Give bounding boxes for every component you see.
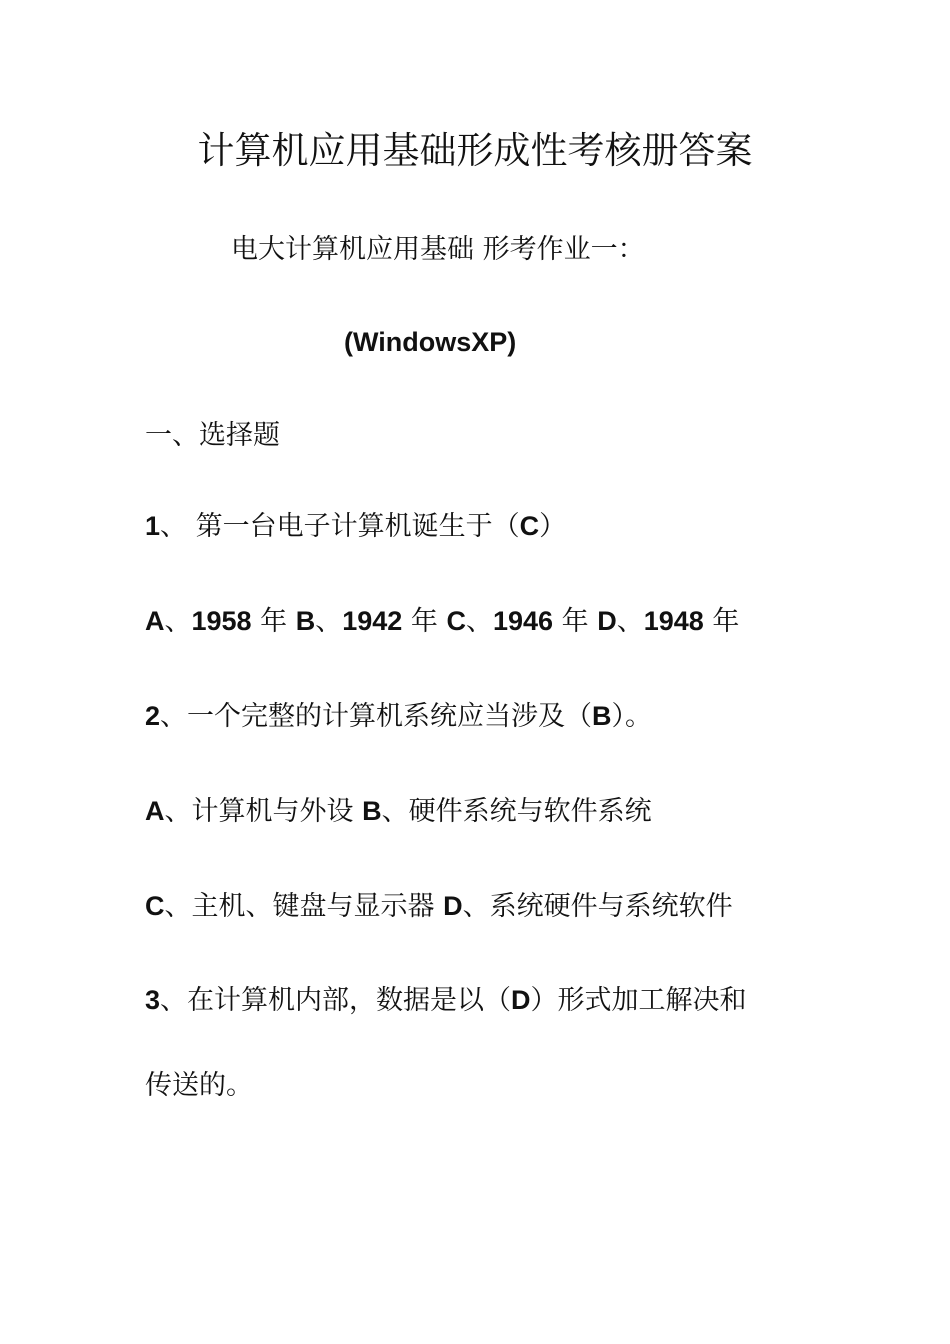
question-3: 3、在计算机内部，数据是以（D）形式加工解决和 bbox=[145, 985, 747, 1016]
question-2-options-cd: C、主机、键盘与显示器 D、系统硬件与系统软件 bbox=[145, 891, 733, 922]
question-1-options: A、1958 年 B、1942 年 C、1946 年 D、1948 年 bbox=[145, 606, 740, 637]
question-1: 1、 第一台电子计算机诞生于（C） bbox=[145, 511, 567, 542]
document-subtitle: 电大计算机应用基础 形考作业一： bbox=[231, 234, 645, 265]
question-2-options-ab: A、计算机与外设 B、硬件系统与软件系统 bbox=[145, 796, 652, 827]
question-3-continued: 传送的。 bbox=[145, 1070, 253, 1101]
os-label: (WindowsXP) bbox=[344, 327, 517, 357]
document-title: 计算机应用基础形成性考核册答案 bbox=[197, 129, 753, 172]
section-heading: 一、选择题 bbox=[145, 420, 280, 451]
question-2: 2、一个完整的计算机系统应当涉及（B）。 bbox=[145, 701, 653, 732]
